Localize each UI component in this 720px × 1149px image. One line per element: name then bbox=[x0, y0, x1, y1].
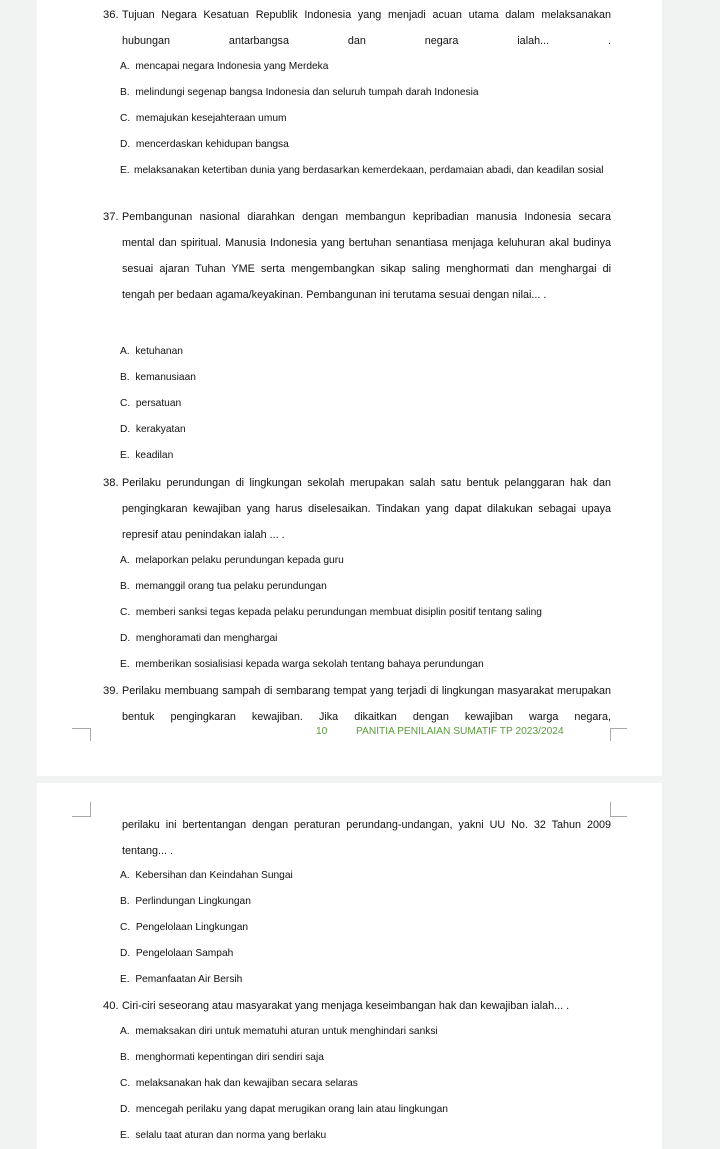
q38-option-b[interactable]: B. memanggil orang tua pelaku perundungan bbox=[120, 581, 327, 592]
question-37-text: Pembangunan nasional diarahkan dengan membangun kepribadian manusia Indonesia secara mental dan spiritual. Manusia Indonesia yang bertuhan senantiasa menjaga keluhuran akal budinya sesuai ajaran Tuhan YME serta mengembangkan sikap saling menghormati dan menghargai di tengah per bedaan agama/keyakinan. Pembangunan ini terutama sesuai dengan nilai... . bbox=[122, 211, 611, 301]
crop-mark-top-left bbox=[72, 802, 91, 817]
q36-option-c[interactable]: C. memajukan kesejahteraan umum bbox=[120, 113, 287, 124]
q37-option-b[interactable]: B. kemanusiaan bbox=[120, 372, 196, 383]
question-39-number: 39. bbox=[103, 685, 119, 697]
q37-option-e[interactable]: E. keadilan bbox=[120, 450, 174, 461]
question-36-number: 36. bbox=[103, 9, 119, 21]
q38-option-e[interactable]: E. memberikan sosialisiasi kepada warga sekolah tentang bahaya perundungan bbox=[120, 659, 484, 670]
q39-option-d[interactable]: D. Pengelolaan Sampah bbox=[120, 948, 234, 959]
q38-option-d[interactable]: D. menghoramati dan menghargai bbox=[120, 633, 278, 644]
q36-option-d[interactable]: D. mencerdaskan kehidupan bangsa bbox=[120, 139, 289, 150]
q38-option-c[interactable]: C. memberi sanksi tegas kepada pelaku perundungan membuat disiplin positif tentang saling bbox=[120, 607, 542, 618]
q39-option-c[interactable]: C. Pengelolaan Lingkungan bbox=[120, 922, 249, 933]
crop-mark-bottom-right bbox=[610, 728, 627, 741]
crop-mark-bottom-left bbox=[72, 728, 91, 741]
q37-option-c[interactable]: C. persatuan bbox=[120, 398, 182, 409]
question-39-text-part2: perilaku ini bertentangan dengan peraturan perundang-undangan, yakni UU No. 32 Tahun 2009 tentang... . bbox=[122, 819, 611, 857]
q40-option-c[interactable]: C. melaksanakan hak dan kewajiban secara selaras bbox=[120, 1078, 358, 1089]
question-40-text: Ciri-ciri seseorang atau masyarakat yang menjaga keseimbangan hak dan kewajiban ialah... . bbox=[122, 1000, 570, 1012]
footer-page-number: 10 bbox=[316, 726, 328, 737]
q39-option-b[interactable]: B. Perlindungan Lingkungan bbox=[120, 896, 251, 907]
q40-option-e[interactable]: E. selalu taat aturan dan norma yang berlaku bbox=[120, 1130, 327, 1141]
crop-mark-top-right bbox=[610, 802, 627, 817]
q37-option-d[interactable]: D. kerakyatan bbox=[120, 424, 186, 435]
q36-option-e[interactable]: melaksanakan ketertiban dunia yang berdasarkan kemerdekaan, perdamaian abadi, dan keadilan sosial bbox=[134, 165, 604, 176]
question-38-number: 38. bbox=[103, 477, 119, 489]
q36-option-e-letter: E. bbox=[120, 165, 130, 176]
q36-option-a[interactable]: A. mencapai negara Indonesia yang Merdeka bbox=[120, 61, 329, 72]
footer-title: PANITIA PENILAIAN SUMATIF TP 2023/2024 bbox=[356, 726, 564, 737]
q36-option-b[interactable]: B. melindungi segenap bangsa Indonesia dan seluruh tumpah darah Indonesia bbox=[120, 87, 479, 98]
q37-option-a[interactable]: A. ketuhanan bbox=[120, 346, 183, 357]
q40-option-d[interactable]: D. mencegah perilaku yang dapat merugikan orang lain atau lingkungan bbox=[120, 1104, 448, 1115]
question-39-text-part1: Perilaku membuang sampah di sembarang tempat yang terjadi di lingkungan masyarakat merupakan bentuk pengingkaran kewajiban. Jika dikaitkan dengan kewajiban warga negara, bbox=[122, 685, 611, 723]
question-38-text: Perilaku perundungan di lingkungan sekolah merupakan salah satu bentuk pelanggaran hak dan pengingkaran kewajiban yang harus diselesaikan. Tindakan yang dapat dilakukan sebagai upaya represif atau penindakan ialah ... . bbox=[122, 477, 611, 541]
q40-option-a[interactable]: A. memaksakan diri untuk mematuhi aturan untuk menghindari sanksi bbox=[120, 1026, 438, 1037]
q39-option-e[interactable]: E. Pemanfaatan Air Bersih bbox=[120, 974, 243, 985]
q39-option-a[interactable]: A. Kebersihan dan Keindahan Sungai bbox=[120, 870, 293, 881]
q40-option-b[interactable]: B. menghormati kepentingan diri sendiri saja bbox=[120, 1052, 324, 1063]
question-40-number: 40. bbox=[103, 1000, 119, 1012]
question-36-text: Tujuan Negara Kesatuan Republik Indonesia yang menjadi acuan utama dalam melaksanakan hubungan antarbangsa dan negara ialah... . bbox=[122, 9, 611, 47]
q38-option-a[interactable]: A. melaporkan pelaku perundungan kepada guru bbox=[120, 555, 344, 566]
question-37-number: 37. bbox=[103, 211, 119, 223]
